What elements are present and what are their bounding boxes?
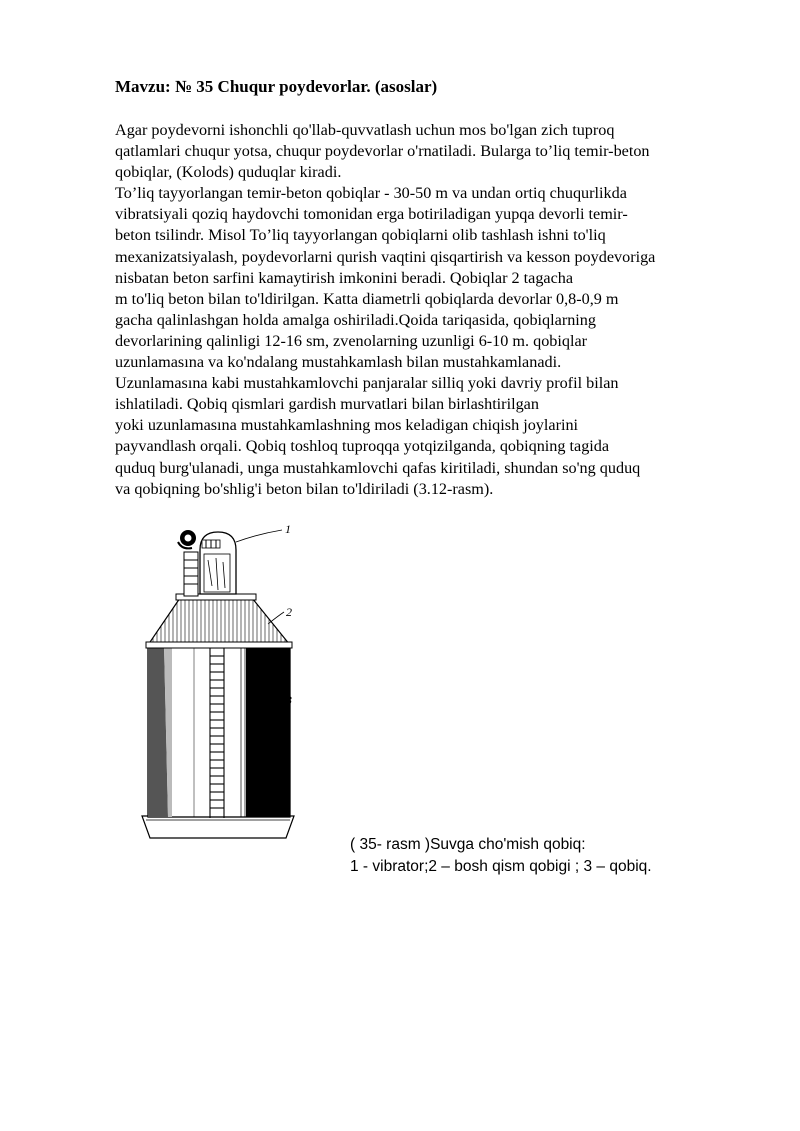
paragraph-line: quduq burg'ulanadi, unga mustahkamlovchi qafas kiritiladi, shundan so'ng quduq [115, 458, 641, 477]
paragraph-line: gacha qalinlashgan holda amalga oshiriladi.Qoida tariqasida, qobiqlarning [115, 310, 596, 329]
paragraph-line: va qobiqning bo'shlig'i beton bilan to'ldiriladi (3.12-rasm). [115, 479, 494, 498]
body-paragraph [115, 120, 755, 500]
figure-label-1: 1 [285, 522, 291, 536]
paragraph-line: Uzunlamasına kabi mustahkamlovchi panjaralar silliq yoki davriy profil bilan [115, 374, 619, 393]
caption-line: ( 35- rasm )Suvga cho'mish qobiq: [350, 836, 586, 853]
paragraph-line: payvandlash orqali. Qobiq toshloq tuproqqa yotqizilganda, qobiqning tagida [115, 437, 610, 456]
paragraph-line: qobiqlar, (Kolods) quduqlar kiradi. [115, 163, 342, 182]
paragraph-line: uzunlamasına va ko'ndalang mustahkamlash bilan mustahkamlanadi. [115, 353, 562, 372]
shell-figure [128, 520, 310, 850]
vibrator [178, 530, 236, 596]
paragraph-line: beton tsilindr. Misol To’liq tayyorlangan qobiqlarni olib tashlash ishni to'liq [115, 226, 606, 245]
paragraph-line: devorlarining qalinligi 12-16 sm, zvenolarning uzunligi 6-10 m. qobiqlar [115, 331, 588, 350]
paragraph-line: mexanizatsiyalash, poydevorlarni qurish vaqtini qisqartirish va kesson poydevoriga [115, 247, 656, 266]
paragraph-line: qatlamlari chuqur yotsa, chuqur poydevorlar o'rnatiladi. Bularga to’liq temir-beton [115, 142, 650, 161]
figure-caption [350, 834, 652, 878]
paragraph-line: ishlatiladi. Qobiq qismlari gardish murvatlari bilan birlashtirilgan [115, 395, 539, 414]
paragraph-line: nisbatan beton sarfini kamaytirish imkonini beradi. Qobiqlar 2 tagacha [115, 268, 574, 287]
paragraph-line: m to'liq beton bilan to'ldirilgan. Katta diametrli qobiqlarda devorlar 0,8-0,9 m [115, 289, 619, 308]
head-shell [146, 594, 292, 648]
shell-body [148, 645, 290, 817]
figure-label-3: 3 [286, 693, 292, 707]
paragraph-line: vibratsiyali qoziq haydovchi tomonidan erga botiriladigan yupqa devorli temir- [115, 205, 628, 224]
base-plate [142, 816, 294, 838]
figure-label-2: 2 [286, 605, 292, 619]
paragraph-line: yoki uzunlamasına mustahkamlashning mos keladigan chiqish joylarini [115, 416, 579, 435]
paragraph-line: Agar poydevorni ishonchli qo'llab-quvvatlash uchun mos bo'lgan zich tuproq [115, 121, 615, 139]
document-title: Mavzu: № 35 Chuqur poydevorlar. (asoslar) [115, 77, 438, 96]
paragraph-line: To’liq tayyorlangan temir-beton qobiqlar - 30-50 m va undan ortiq chuqurlikda [115, 184, 627, 203]
caption-line: 1 - vibrator;2 – bosh qism qobigi ; 3 – qobiq. [350, 858, 652, 875]
